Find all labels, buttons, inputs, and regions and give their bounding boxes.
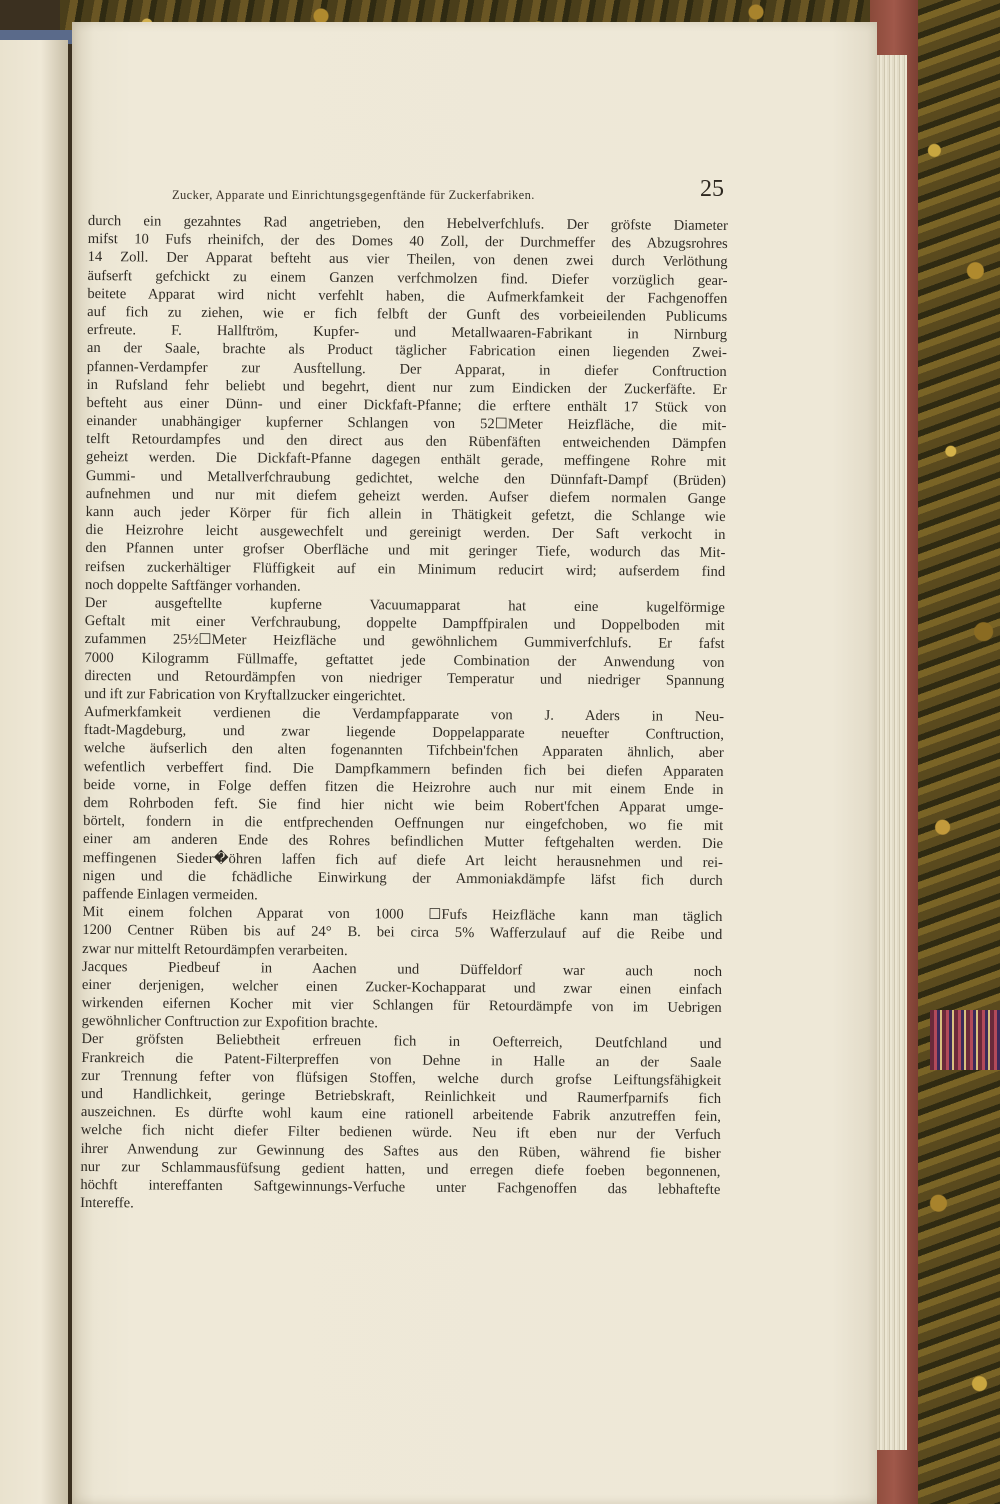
text-line: wirkenden eifernen Kocher mit vier Schlangen für Retourdämpfe von im Uebrigen [81, 995, 722, 1017]
text-line: höchft intereffanten Saftgewinnungs-Verfuche unter Fachgenoffen das lebhaftefte [80, 1176, 721, 1198]
text-line: einander unabhängiger kupferner Schlangen von 52☐Meter Heizfläche, die mit- [86, 413, 727, 435]
text-line: 14 Zoll. Der Apparat befteht aus vier Theilen, von denen zwei durch Verlöthung [87, 249, 728, 271]
text-line: welche äufserlich den alten fogenannten Tifchbein'fchen Apparaten ähnlich, aber [83, 740, 724, 762]
text-line: befteht aus einer Dünn- und einer Dickfaft-Pfanne; die erftere enthält 17 Stück von [86, 394, 727, 416]
text-line: ftadt-Magdeburg, und zwar liegende Doppelapparate neuefter Conftruction, [83, 722, 724, 744]
text-line: aufnehmen und nur mit diefem geheizt werden. Aufser diefem normalen Gange [85, 485, 726, 507]
text-line: noch doppelte Saftfänger vorhanden. [85, 576, 301, 595]
text-line: geheizt werden. Die Dickfaft-Pfanne dagegen enthält gerade, meffingene Rohre mit [86, 449, 727, 471]
text-line: den Pfannen unter grofser Oberfläche und mit geringer Tiefe, wodurch das Mit- [85, 540, 726, 562]
text-line: paffende Einlagen vermeiden. [82, 885, 258, 904]
text-line: ihrer Anwendung zur Gewinnung des Saftes aus den Rüben, während fie bisher [80, 1140, 721, 1162]
text-line: gewöhnlicher Conftruction zur Expofition brachte. [81, 1013, 378, 1032]
text-line: erfreute. F. Hallftröm, Kupfer- und Metallwaaren-Fabrikant in Nirnburg [87, 322, 728, 344]
text-line: Mit einem folchen Apparat von 1000 ☐Fufs Heizfläche kann man täglich [82, 904, 723, 926]
marbled-color-band [930, 1010, 1000, 1070]
text-line: Gummi- und Metallverfchraubung gedichtet, welche den Dünnfaft-Dampf (Brüden) [85, 467, 726, 489]
text-line: Der ausgeftellte kupferne Vacuumapparat hat eine kugelförmige [84, 594, 725, 616]
text-line: auszeichnen. Es dürfte wohl kaum eine rationell arbeitende Fabrik anzutreffen fein, [80, 1104, 721, 1126]
text-line: nur zur Schlammausfüfsung gedient hatten, und erregen diefe foeben begonnenen, [80, 1158, 721, 1180]
text-line: kann auch jeder Körper für fich allein in Thätigkeit gefetzt, die Schlange wie [85, 503, 726, 526]
text-line: mifst 10 Fufs rheinifch, der des Domes 40 Zoll, der Durchmeffer des Abzugsrohres [87, 231, 728, 253]
text-line: äufserft gefchickt zu einem Ganzen verfchmolzen find. Diefer vorzüglich gear- [87, 267, 728, 289]
text-line: durch ein gezahntes Rad angetrieben, den Hebelverfchlufs. Der gröfste Diameter [87, 212, 728, 235]
text-line: einer am anderen Ende des Rohres befindlichen Mutter feftgehalten werden. Die [83, 831, 724, 853]
text-line: an der Saale, brachte als Product täglicher Fabrication einen liegenden Zwei- [86, 340, 727, 362]
text-line: nigen und die fchädliche Einwirkung der Ammoniakdämpfe läfst fich durch [82, 867, 723, 889]
text-line: die Heizrohre leicht ausgewechfelt und gereinigt werden. Der Saft verkocht in [85, 522, 726, 544]
running-head: Zucker, Apparate und Einrichtungsgegenftände für Zuckerfabriken. [172, 188, 535, 202]
text-line: wefentlich verbeffert find. Die Dampfkammern befinden fich bei diefen Apparaten [83, 758, 724, 780]
text-line: welche fich nicht diefer Filter bedienen würde. Neu ift eben nur der Verfuch [80, 1122, 721, 1144]
body-text [80, 212, 728, 1217]
text-line: directen und Retourdämpfen von niedriger Temperatur und niedriger Spannung [84, 667, 725, 689]
text-line: einer derjenigen, welcher einen Zucker-Kochapparat und zwar einen einfach [81, 976, 722, 998]
text-line: Frankreich die Patent-Filterpreffen von Dehne in Halle an der Saale [81, 1049, 722, 1071]
text-line: beide vorne, in Folge deffen fitzen die Heizrohre auch nur mit einem Ende in [83, 776, 724, 798]
text-line: telft Retourdampfes und den direct aus den Rübenfäften entweichenden Dämpfen [86, 431, 727, 453]
text-line: zur Trennung fefter von flüfsigen Stoffen, welche durch grofse Leiftungsfähigkeit [81, 1067, 722, 1089]
text-line: und ift zur Fabrication von Kryftallzucker eingerichtet. [84, 685, 406, 705]
text-line: 7000 Kilogramm Füllmaffe, geftattet jede Combination der Anwendung von [84, 649, 725, 671]
text-line: Geftalt mit einer Verfchraubung, doppelte Dampffpiralen und Doppelboden mit [84, 613, 725, 635]
text-line: in Rufsland fehr beliebt und begehrt, dient nur zum Eindicken der Zuckerfäfte. Er [86, 376, 727, 398]
text-line: Aufmerkfamkeit verdienen die Verdampfapparate von J. Aders in Neu- [84, 704, 725, 726]
left-page-fragment [0, 40, 68, 1504]
text-line: zufammen 25½☐Meter Heizfläche und gewöhnlichem Gummiverfchlufs. Er fafst [84, 631, 725, 653]
text-line: auf fich zu ziehen, wie er fich felbft der Gunft des vorbeieilenden Publicums [87, 303, 728, 325]
text-line: meffingenen Sieder�öhren laffen fich auf diefe Art leicht herausnehmen und rei- [82, 849, 723, 871]
text-line: zwar nur mittelft Retourdämpfen verarbeiten. [82, 940, 348, 959]
text-line: und Handlichkeit, geringe Betriebskraft, Reinlichkeit und Raumerfparnifs fich [81, 1085, 722, 1107]
text-line: Jacques Piedbeuf in Aachen und Düffeldorf war auch noch [82, 958, 723, 980]
text-line: Intereffe. [80, 1195, 134, 1212]
text-line: pfannen-Verdampfer zur Ausftellung. Der Apparat, in diefer Conftruction [86, 358, 727, 380]
marbled-fore-edge [918, 0, 1000, 1504]
text-line: dem Rohrboden feft. Sie find hier nicht wie beim Robert'fchen Apparat umge- [83, 794, 724, 817]
text-line: reifsen zuckerhältiger Flüffigkeit auf ein Minimum reducirt wird; aufserdem find [85, 558, 726, 580]
page-number: 25 [700, 176, 724, 202]
text-line: beitete Apparat wird nicht verfehlt haben, die Aufmerkfamkeit der Fachgenoffen [87, 285, 728, 307]
text-line: börtelt, fondern in die entfprechenden Oeffnungen nur eingefchoben, wo fie mit [83, 813, 724, 835]
text-line: 1200 Centner Rüben bis auf 24° B. bei circa 5% Wafferzulauf auf die Reibe und [82, 922, 723, 944]
text-line: Der gröfsten Beliebtheit erfreuen fich in Oefterreich, Deutfchland und [81, 1031, 722, 1053]
